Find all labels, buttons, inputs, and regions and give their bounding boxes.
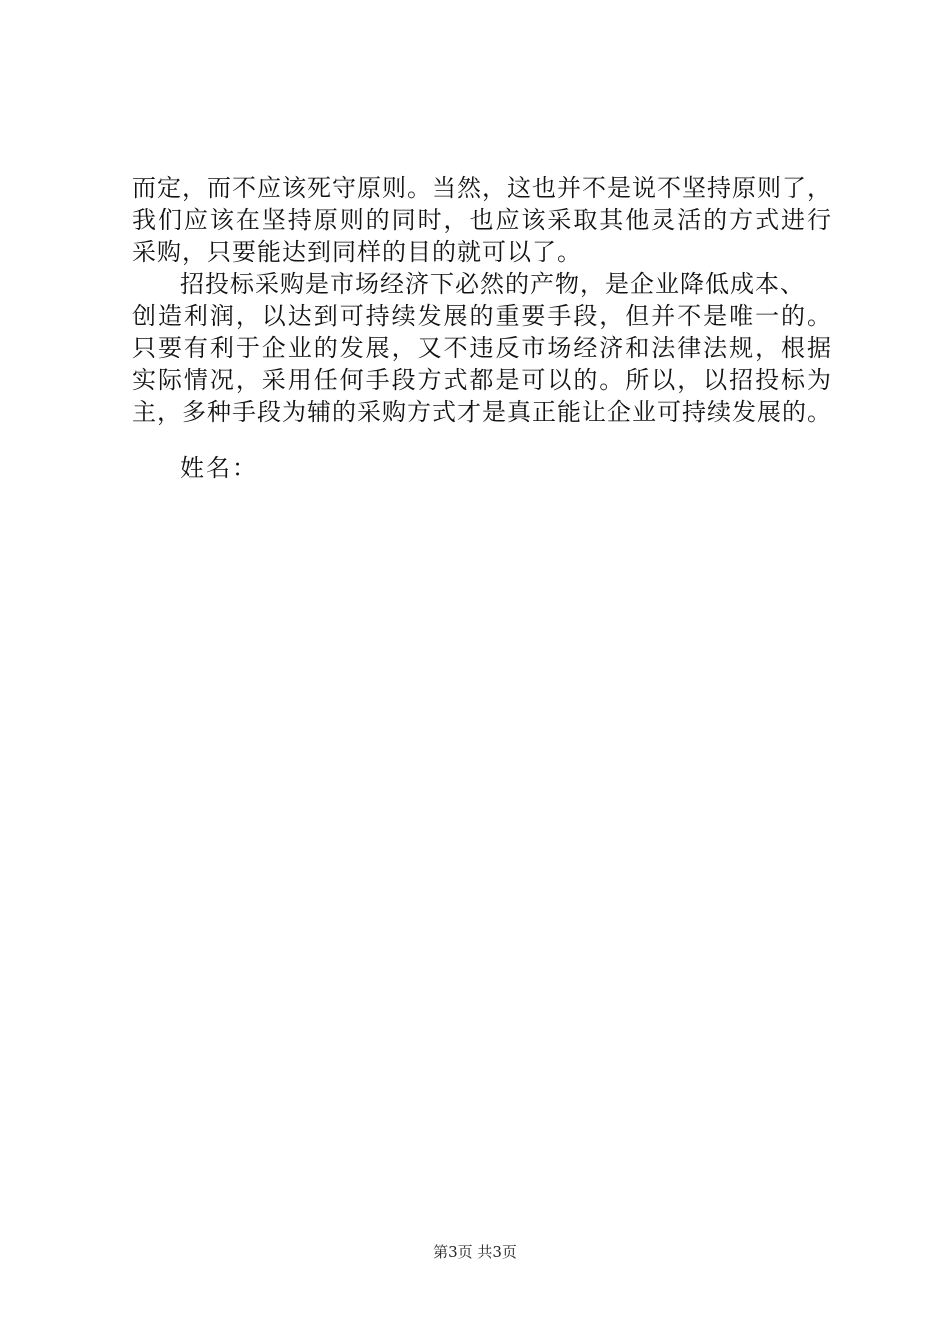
paragraph-2-line-2: 创造利润，以达到可持续发展的重要手段，但并不是唯一的。 [132, 302, 832, 330]
page-footer: 第3页 共3页 [433, 1243, 517, 1261]
signature-label: 姓名： [180, 454, 258, 482]
paragraph-1-line-2: 我们应该在坚持原则的同时，也应该采取其他灵活的方式进行 [132, 206, 832, 234]
paragraph-2-line-5: 主，多种手段为辅的采购方式才是真正能让企业可持续发展的。 [132, 398, 832, 426]
paragraph-1-line-1: 而定，而不应该死守原则。当然，这也并不是说不坚持原则了， [132, 174, 832, 202]
paragraph-2-line-1: 招投标采购是市场经济下必然的产物，是企业降低成本、 [180, 270, 805, 298]
paragraph-2-line-4: 实际情况，采用任何手段方式都是可以的。所以，以招投标为 [132, 366, 832, 394]
paragraph-1-line-3: 采购，只要能达到同样的目的就可以了。 [132, 238, 582, 266]
document-body [132, 172, 832, 428]
paragraph-2-line-3: 只要有利于企业的发展，又不违反市场经济和法律法规，根据 [132, 334, 832, 362]
